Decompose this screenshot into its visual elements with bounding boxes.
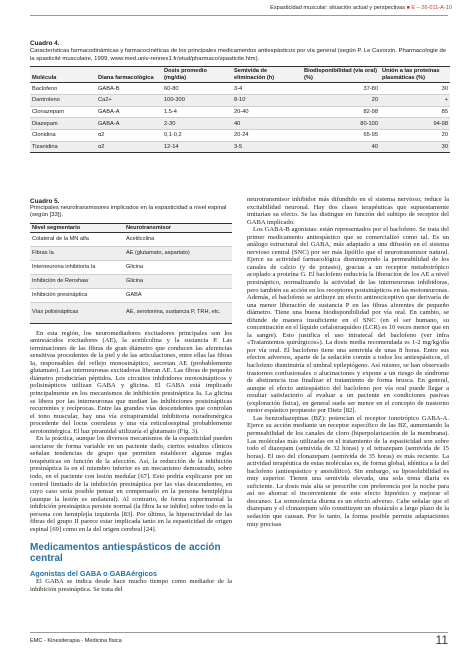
table-cell: 20 — [302, 94, 380, 106]
table-cell: Baclofeno — [30, 83, 96, 95]
table-cell: 0,1-0,2 — [162, 129, 232, 141]
table-row — [30, 302, 232, 323]
table-row — [30, 274, 232, 288]
running-header-code: E – 26-011-A-10 — [411, 5, 452, 11]
table-cell: GABA-A — [96, 118, 162, 130]
table-5-header-cell: Neurotransmisor — [124, 223, 232, 232]
table-row — [30, 141, 450, 153]
table-4-header-cell: Semivida de eliminación (h) — [232, 67, 302, 83]
table-cell: GABA-B — [96, 83, 162, 95]
table-cell: 40 — [232, 118, 302, 130]
table-cell: Tizanidina — [30, 141, 96, 153]
table-cell: 12-14 — [162, 141, 232, 153]
table-cell: 100-300 — [162, 94, 232, 106]
table-cell: 3-4 — [232, 83, 302, 95]
table-cell: 40 — [302, 141, 380, 153]
table-cell: 20-24 — [232, 129, 302, 141]
table-cell: GABA-A — [96, 106, 162, 118]
table-cell: Clonazepam — [30, 106, 96, 118]
table-5-caption: Principales neurotransmisores implicados en la espasticidad a nivel espinal (según [33]). — [30, 205, 227, 219]
table-4-header-cell: Dosis promedio (mg/día) — [162, 67, 232, 83]
table-row — [30, 246, 232, 260]
table-4-header-cell: Unión a las proteínas plasmáticas (%) — [380, 67, 450, 83]
body-paragraph: En esta región, los neuromediadores excitadores principales son los aminoácidos excitadores (AE), la acetilcolina y la sustancia P. Las terminaciones de las fibras de gran diámetro que conducen las aferencias sensitivas procedentes de la piel y de las articulaciones, entre ellas las fibras Ia, responsables del reflejo monosináptico, secretan AE (probablemente glutamato). Las interneuronas excitadoras liberan AE. Las fibras de pequeño diámetro producirían péptidos. Los circuitos inhibidores monosinápticos y polisinápticos utilizan GABA y glicina. El GABA está implicado principalmente en los mecanismos de inhibición presináptica Ia. La glicina se libera por las interneuronas que median las inhibiciones postsinápticas recurrentes y recíprocas. Entre las grandes vías descendentes que controlan el tono muscular, hay una vía extrapiramidal inhibitoria noradrenérgica procedente del locus coeruleus y una vía reticuloespinal probablemente serotoninérgica. El haz piramidal utilizaría el glutamato (Fig. 3). — [30, 329, 232, 435]
table-cell: 30 — [380, 83, 450, 95]
body-paragraph: Las benzodiazepinas (BZ): potencian el receptor ionotrópico GABA-A. Ejerce su acción mediante un receptor específico de las BZ, aumentando la permeabilidad de los canales de cloro (hiperpolarización de la membrana). Las moléculas más utilizadas en el tratamiento de la espasticidad son sobre todo el diazepam (semivida de 32 horas) y el tetrazepam (semivida de 15 horas). El uso del clonazepam (semivida de 35 horas) es más reciente. La actividad terapéutica de estas moléculas es, de forma global, idéntica a la del baclofeno (antiespástico y ansiolítico). Sin embargo, su liposolubilidad es muy superior. Tienen una semivida elevada, una sola toma diaria es suficiente. La dosis más alta se prescribe con preferencia por la noche para así no ahorrar el inconveniente de este efecto hipnótico y mejorar el descanso. La somnolencia diurna es un efecto adverso. Cabe señalar que el diazepam y el clonazepam sólo constituyen un obstáculo a largo plazo de la sedación que causan. Por lo tanto, la forma posible permite adaptaciones muy precisas — [247, 414, 449, 528]
table-cell: 1.5-4 — [162, 106, 232, 118]
table-cell: Ca2+ — [96, 94, 162, 106]
table-row — [30, 118, 450, 130]
table-cell: Acetilcolina — [124, 232, 232, 246]
table-cell: GABA — [124, 288, 232, 302]
table-cell: 85 — [380, 106, 450, 118]
table-cell: 82-98 — [302, 106, 380, 118]
table-cell: 20 — [380, 129, 450, 141]
running-header-title: Espasticidad muscular: situación actual y perspectivas — [270, 5, 406, 11]
table-row — [30, 83, 450, 95]
table-cell: Colateral de la MN alfa — [30, 232, 124, 246]
footer-rule — [30, 632, 448, 633]
table-4-title: Cuadro 4. — [30, 40, 60, 47]
body-paragraph: En la práctica, aunque los diversos mecanismos de la espasticidad pueden asociarse de forma variable en un paciente dado, ciertos estudios clínicos señalan tendencias de grupo que permiten establecer algunas reglas terapéuticas en función de la afección. Así, la reducción de la inhibición presináptica Ia en el miembro inferior es un mecanismo demostrado, sobre todo, en el paciente con lesión medular [67]. Esto podría explicarse por un control limitado de la inhibición presináptica por las vías descendentes, en cuyo caso sería posible pensar en compensarlo en la persona hemipléjica (aunque la lesión es unilateral). Al contrario, de forma experimental la inhibición presináptica persiste normal (la fibra Ia se inhibe) sobre todo en la persona con hemiplejía izquierda [83]. Por último, la hiperactividad de las fibras del grupo II parece estar implicada tanto en la espasticidad de origen espinal [69] como en la del origen cerebral [24]. — [30, 435, 232, 533]
table-row — [30, 129, 450, 141]
table-4-block — [30, 40, 450, 153]
table-cell: 30 — [380, 141, 450, 153]
table-5-title: Cuadro 5. — [30, 198, 60, 205]
table-5-header-cell: Nivel segmentario — [30, 223, 124, 232]
subsection-heading: Agonistas del GABA o GABAérgicos — [30, 569, 158, 579]
table-cell: 60-80 — [162, 83, 232, 95]
table-cell: Fibras Ia — [30, 246, 124, 260]
table-cell: 37-80 — [302, 83, 380, 95]
table-cell: α2 — [96, 129, 162, 141]
table-cell: 3-5 — [232, 141, 302, 153]
table-cell: Vías polisinápticas — [30, 302, 124, 323]
table-5 — [30, 223, 232, 324]
table-4-header-cell: Biodisponibilidad (vía oral) (%) — [302, 67, 380, 83]
table-4 — [30, 66, 450, 153]
right-column — [247, 196, 449, 528]
table-cell: AE, serotonina, sustancia P, TRH, etc. — [124, 302, 232, 323]
footer-journal: EMC - Kinesiterapia - Medicina física — [30, 638, 122, 644]
table-cell: Diazepam — [30, 118, 96, 130]
table-4-header-row — [30, 67, 450, 83]
table-cell: AE (glutamato, aspartato) — [124, 246, 232, 260]
left-column — [30, 198, 232, 593]
body-paragraph: El GABA se indica desde hace mucho tiempo como mediador de la inhibición presináptica. Se trata del — [30, 578, 232, 593]
table-row — [30, 94, 450, 106]
header-rule — [30, 15, 448, 16]
table-cell: 2-30 — [162, 118, 232, 130]
table-cell: 94-98 — [380, 118, 450, 130]
table-cell: Glicina — [124, 274, 232, 288]
table-cell: 80-100 — [302, 118, 380, 130]
table-cell: 65-95 — [302, 129, 380, 141]
table-cell: + — [380, 94, 450, 106]
table-5-header-row — [30, 223, 232, 232]
table-row — [30, 260, 232, 274]
table-4-header-cell: Diana farmacológica — [96, 67, 162, 83]
table-row — [30, 288, 232, 302]
table-cell: Interneurona inhibitoria Ia — [30, 260, 124, 274]
table-cell: Clonidina — [30, 129, 96, 141]
table-4-caption: Características farmacodinámicas y farmacocinéticas de los principales medicamentos antiespásticos por vía general (según P. Le Cavorzin. Pharmacologie de la spasticité musculaire, 1999, www.med.univ-rennes1.fr/etud/pharmaco/spasticite.htm). — [30, 48, 447, 62]
running-header — [270, 5, 452, 11]
table-4-header-cell: Molécula — [30, 67, 96, 83]
body-paragraph: Los GABA-B agonistas: están representados por el baclofeno. Se trata del primer medicamento antiespástico que se comercializó como tal. Es un análogo estructural del GABA, más adaptado a una difusión en el sistema nervioso central (SNC) por ser más lipófilo que el neurotransmisor natural. Ejerce su actividad farmacológica disminuyendo la permeabilidad de los canales de calcio (y de potasio), gracias a un receptor metabotrópico acoplado a proteína G. El baclofeno reduciría la liberación de los AE a nivel presináptico, normalizando la actividad de las interneuronas inhibidoras, pero también su acción en los receptores postsinápticos en las motoneuronas. Además, el baclofeno se atribuye un efecto antinociceptivo que derivaría de una menor liberación de sustancia P en las fibras aferentes de pequeño diámetro. Tiene una buena biodisponibilidad por vía oral. En cambio, se difunde de manera insuficiente en el SNC (en el ser humano, su concentración en el líquido cefalorraquídeo (LCR) es 10 veces menor que en la sangre). Esto justifica el uso intratecal del baclofeno (ver infra «Tratamientos quirúrgicos»). La dosis media recomendada es 1-2 mg/kg/día por vía oral. El baclofeno tiene una semivida de unas 8 horas. Entre sus efectos adversos, aparte de la sedación común a todos los antiespásticos, el baclofeno disminuiría el umbral epileptógeno. Así mismo, se han observado trastornos confusionales o alucinaciones y expone a un riesgo de síndrome de abstinencia tras finalizar el tratamiento de forma brusca. En general, aunque el efecto antiespástico del baclofeno por vía oral puede llegar a resultar satisfactorio al evaluar a un paciente en condiciones pasivas (exploración física), en general suele ser menor en el concepto de trastorno motor espástico propuesto por Dietz [82]. — [247, 226, 449, 415]
table-cell: Dantroleno — [30, 94, 96, 106]
table-row — [30, 106, 450, 118]
table-cell: Inhibición presináptica — [30, 288, 124, 302]
body-paragraph: neurotransmisor inhibidor más difundido en el sistema nervioso; reduce la excitabilidad neuronal. Hay dos clases terapéuticas que supuestamente imitarían su efecto. Se las distingue en función del subtipo de receptor del GABA implicado. — [247, 196, 449, 226]
running-header-marker: ■ — [406, 5, 410, 11]
table-cell: 8-10 — [232, 94, 302, 106]
table-cell: α2 — [96, 141, 162, 153]
page-number: 11 — [435, 633, 448, 647]
table-cell: Glicina — [124, 260, 232, 274]
table-row — [30, 232, 232, 246]
table-cell: 20-40 — [232, 106, 302, 118]
table-cell: Inhibición de Renshaw — [30, 274, 124, 288]
section-heading: Medicamentos antiespásticos de acción central — [30, 542, 221, 565]
